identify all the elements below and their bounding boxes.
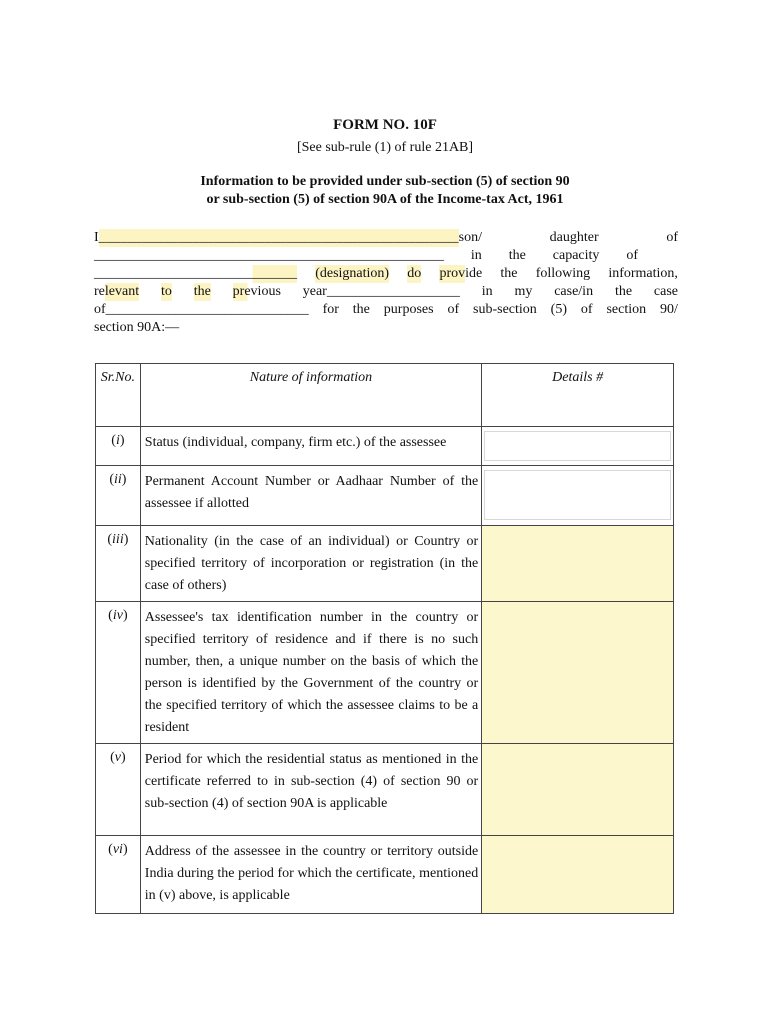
details-field-period[interactable] [482,744,674,836]
declaration-text: the [352,302,370,317]
form-heading-line1: Information to be provided under sub-section (5) of section 90 [200,174,570,189]
parent-name-field[interactable]: __________________________________________________ [94,248,444,263]
declaration-paragraph [94,229,678,337]
declaration-text: the [500,266,518,281]
declaration-text: previous [232,284,281,299]
declaration-text: section 90A:— [94,320,180,335]
declaration-text: case/in [554,284,594,299]
declaration-text: son/ [458,230,483,245]
declaration-text: do [407,266,422,281]
declaration-line-3 [94,265,678,283]
header-nature-of-information: Nature of information [140,364,481,427]
row-nature-text: Address of the assessee in the country or territory outside India during the period for which the certificate, mentioned in (v) above, is applicable [140,836,481,914]
table-row [96,602,674,744]
declaration-text: of [626,248,638,263]
header-sr-no: Sr.No. [96,364,141,427]
declaration-text: the [193,284,211,299]
declaration-text: provide [439,266,483,281]
declaration-text: case [653,284,678,299]
details-field-address[interactable] [482,836,674,914]
declaration-text: of [666,230,678,245]
declaration-text: daughter [549,230,599,245]
row-sr-no: (i) [96,427,141,466]
declaration-text: of [447,302,460,317]
table-row [96,466,674,526]
form-heading-line2: or sub-section (5) of section 90A of the Income-tax Act, 1961 [206,192,564,207]
table-row [96,836,674,914]
details-field-nationality[interactable] [482,526,674,602]
row-sr-no: (ii) [96,466,141,526]
declaration-text: to [160,284,172,299]
declaration-text: the [614,284,633,299]
table-row [96,526,674,602]
details-field-pan[interactable] [482,466,674,526]
declaration-text: sub-section [473,302,537,317]
declaration-line-4 [94,283,678,301]
row-nature-text: Status (individual, company, firm etc.) of the assessee [140,427,481,466]
declaration-line-6 [94,319,678,337]
declaration-text: in [481,284,493,299]
declaration-text: information, [608,266,678,281]
declaration-text: capacity [552,248,600,263]
row-sr-no: (vi) [96,836,141,914]
declaration-text: I [94,230,99,245]
declaration-text: my [514,284,533,299]
name-field[interactable]: __________________________________________________ [98,230,459,245]
row-nature-text: Permanent Account Number or Aadhaar Number of the assessee if allotted [140,466,481,526]
declaration-line-5 [94,301,678,319]
declaration-text: 90/ [660,302,678,317]
declaration-text: for [322,302,339,317]
row-sr-no: (iv) [96,602,141,744]
declaration-text: in [470,248,482,263]
declaration-text: purposes [383,302,434,317]
declaration-text: following [535,266,591,281]
header-details: Details # [482,364,674,427]
table-row [96,744,674,836]
declaration-line-2 [94,247,678,265]
details-field-tax-id[interactable] [482,602,674,744]
row-nature-text: Nationality (in the case of an individual) or Country or specified territory of incorporation or registration (in the case of others) [140,526,481,602]
declaration-text: of [580,302,593,317]
declaration-text: (5) [550,302,567,317]
form-title: FORM NO. 10F [333,117,437,133]
declaration-text: the [508,248,526,263]
declaration-text: section [606,302,647,317]
information-table [95,363,674,914]
form-subtitle: [See sub-rule (1) of rule 21AB] [296,140,474,155]
declaration-line-1 [94,229,678,247]
previous-year-field[interactable]: year___________________ [302,284,460,299]
case-of-field[interactable]: of_____________________________ [94,302,309,317]
row-sr-no: (iii) [96,526,141,602]
capacity-field[interactable]: _____________________________ [94,266,297,281]
declaration-text: (designation) [315,266,390,281]
details-field-status[interactable] [482,427,674,466]
table-header-row [96,364,674,427]
row-nature-text: Period for which the residential status as mentioned in the certificate referred to in sub-section (4) of section 90 or sub-section (4) of section 90A is applicable [140,744,481,836]
declaration-text: relevant [94,284,140,299]
row-sr-no: (v) [96,744,141,836]
table-row [96,427,674,466]
row-nature-text: Assessee's tax identification number in the country or specified territory of residence and if there is no such number, then, a unique number on the basis of which the person is identified by the Government of the country or the specified territory of which the assessee claims to be a resident [140,602,481,744]
